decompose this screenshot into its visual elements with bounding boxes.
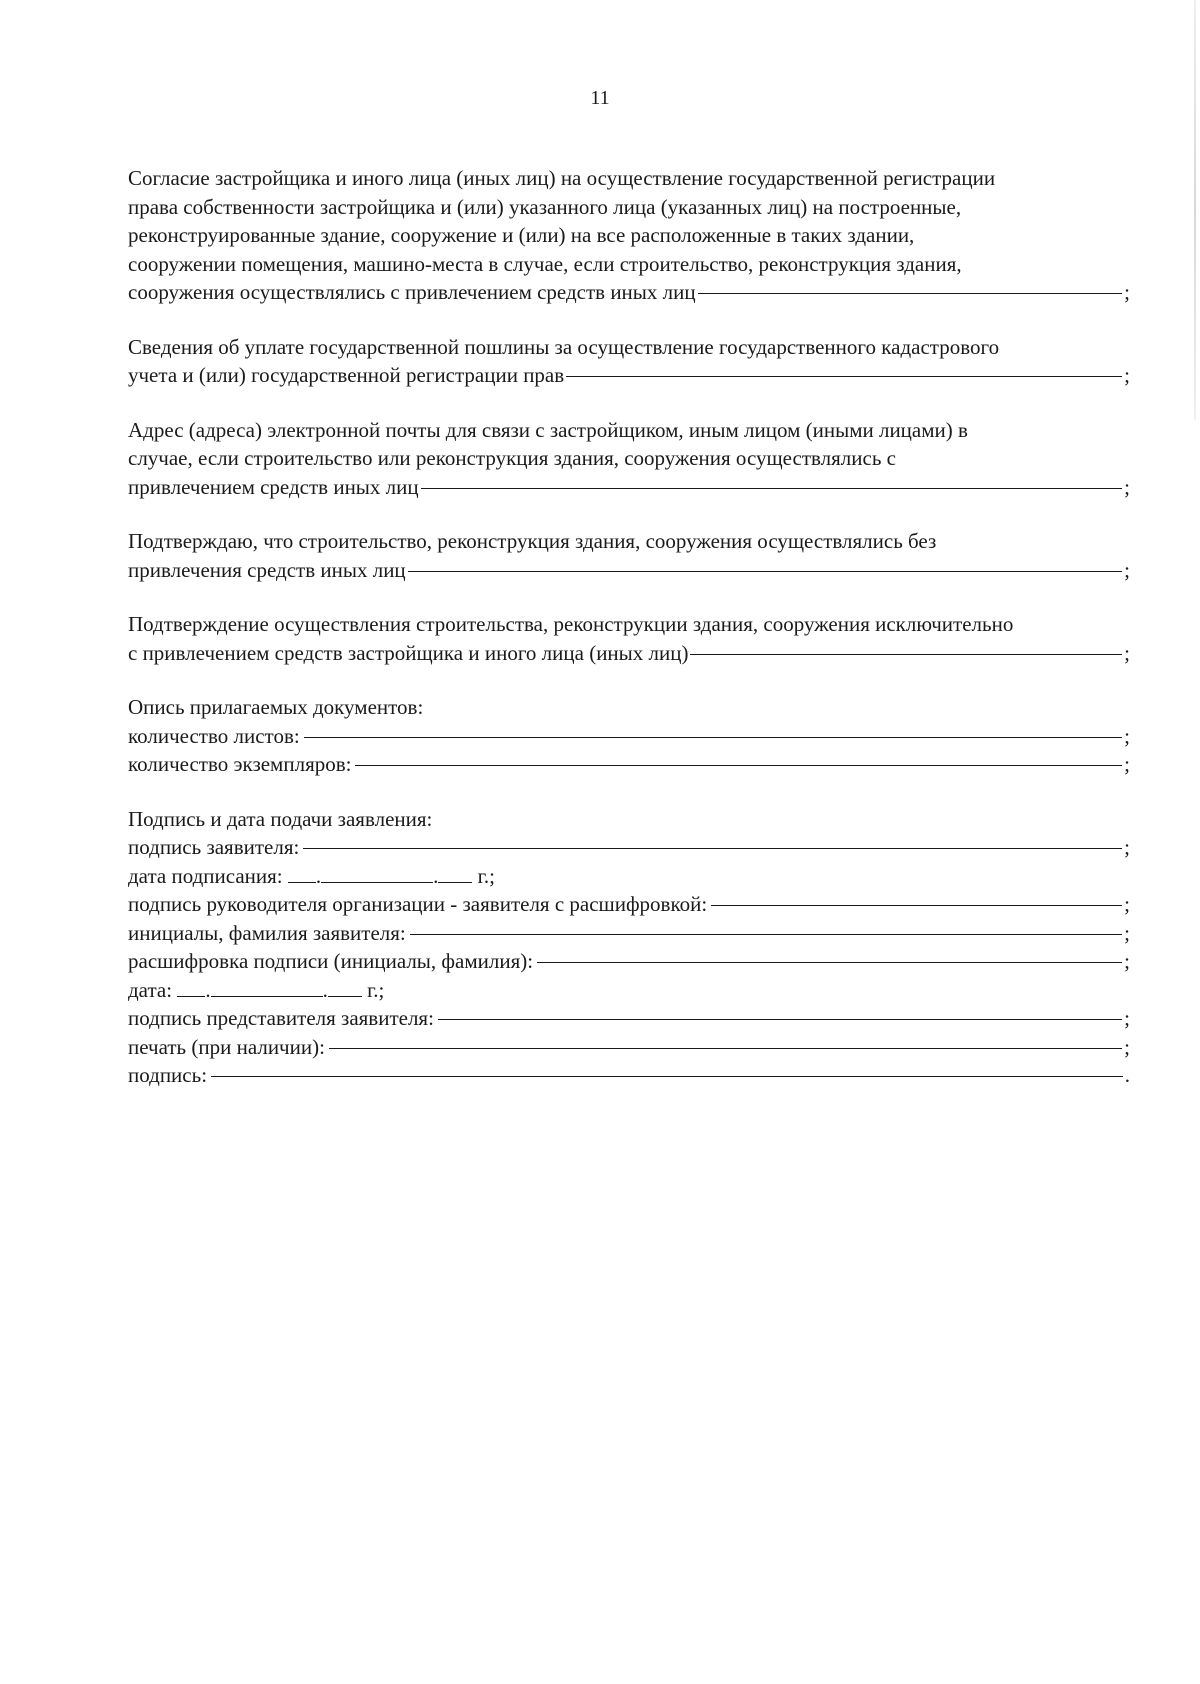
- line-terminator: ;: [1124, 892, 1130, 916]
- signature-decoding-label: расшифровка подписи (инициалы, фамилия):: [128, 949, 534, 973]
- line-terminator: ;: [1124, 640, 1130, 665]
- sheets-count-field[interactable]: [304, 737, 1122, 738]
- page-number: 11: [590, 87, 610, 109]
- signature-heading: Подпись и дата подачи заявления:: [128, 806, 433, 831]
- signature-decoding-line: [128, 947, 1130, 976]
- initials-surname-label: инициалы, фамилия заявителя:: [128, 920, 406, 945]
- line-terminator: ;: [1124, 280, 1130, 304]
- line-terminator: ;: [1124, 1006, 1130, 1030]
- signature-section: [128, 805, 1130, 1090]
- inventory-heading: Опись прилагаемых документов:: [128, 695, 424, 719]
- line-terminator: ;: [1124, 363, 1130, 387]
- paragraph-tail-text: сооружения осуществлялись с привлечением средств иных лиц: [128, 280, 696, 304]
- paragraph-line: реконструированные здание, сооружение и (или) на все расположенные в таких здании,: [128, 223, 915, 247]
- copies-count-label: количество экземпляров:: [128, 752, 352, 776]
- applicant-signature-line: [128, 833, 1130, 862]
- line-terminator: ;: [1124, 1034, 1130, 1059]
- paragraph-line: случае, если строительство или реконструкция здания, сооружения осуществлялись с: [128, 446, 896, 470]
- year-suffix: г.;: [367, 977, 385, 1002]
- org-head-signature-field[interactable]: [711, 905, 1122, 906]
- paragraph-fee: [128, 333, 1130, 390]
- signing-year-field[interactable]: [438, 864, 472, 883]
- final-signature-line: [128, 1061, 1130, 1090]
- year-suffix: г.;: [477, 863, 495, 888]
- year-field[interactable]: [328, 978, 362, 997]
- line-terminator: ;: [1124, 949, 1130, 973]
- sheets-count-label: количество листов:: [128, 723, 300, 748]
- no-third-party-blank-field[interactable]: [408, 571, 1122, 572]
- fee-blank-field[interactable]: [566, 376, 1122, 377]
- paragraph-line: Адрес (адреса) электронной почты для связи с застройщиком, иным лицом (иными лицами) в: [128, 417, 968, 442]
- date-separator: .: [315, 863, 322, 888]
- line-terminator: ;: [1124, 920, 1130, 945]
- inventory-section: [128, 693, 1130, 779]
- sheets-count-line: [128, 722, 1130, 751]
- date-separator: .: [433, 863, 439, 888]
- email-blank-field[interactable]: [421, 488, 1123, 489]
- org-head-signature-line: [128, 890, 1130, 919]
- day-field[interactable]: [177, 978, 205, 997]
- date-label: дата:: [128, 977, 173, 1002]
- paragraph-consent: [128, 164, 1130, 307]
- scan-edge-artifact: [1194, 0, 1196, 420]
- developer-funds-blank-field[interactable]: [690, 654, 1122, 655]
- date-separator: .: [322, 977, 328, 1002]
- line-terminator: ;: [1124, 557, 1130, 582]
- signing-date-label: дата подписания:: [128, 863, 283, 888]
- copies-count-line: [128, 750, 1130, 779]
- date-line: [128, 976, 1130, 1005]
- signing-date-line: [128, 862, 1130, 891]
- developer-funds-fill-line: [128, 639, 1130, 668]
- final-signature-label: подпись:: [128, 1063, 208, 1087]
- signature-decoding-field[interactable]: [537, 962, 1122, 963]
- stamp-line: [128, 1033, 1130, 1062]
- applicant-signature-label: подпись заявителя:: [128, 835, 300, 859]
- representative-signature-field[interactable]: [438, 1019, 1122, 1020]
- initials-surname-line: [128, 919, 1130, 948]
- date-separator: .: [205, 977, 211, 1002]
- line-terminator: ;: [1124, 474, 1130, 499]
- paragraph-no-third-party: [128, 527, 1130, 584]
- stamp-field[interactable]: [329, 1048, 1122, 1049]
- signing-month-field[interactable]: [321, 864, 433, 883]
- paragraph-tail-text: привлечением средств иных лиц: [128, 474, 419, 499]
- consent-blank-field[interactable]: [698, 293, 1123, 294]
- copies-count-field[interactable]: [355, 765, 1122, 766]
- paragraph-tail-text: привлечения средств иных лиц: [128, 557, 406, 582]
- line-terminator: ;: [1124, 835, 1130, 859]
- final-signature-field[interactable]: [211, 1076, 1123, 1077]
- signing-day-field[interactable]: [288, 864, 316, 883]
- paragraph-tail-text: с привлечением средств застройщика и иного лица (иных лиц): [128, 640, 689, 665]
- applicant-signature-field[interactable]: [303, 848, 1122, 849]
- representative-signature-label: подпись представителя заявителя:: [128, 1006, 434, 1030]
- org-head-signature-label: подпись руководителя организации - заявителя с расшифровкой:: [128, 892, 708, 916]
- paragraph-tail-text: учета и (или) государственной регистрации прав: [128, 363, 565, 387]
- paragraph-line: Подтверждаю, что строительство, реконструкция здания, сооружения осуществлялись без: [128, 529, 937, 553]
- paragraph-email: [128, 416, 1130, 502]
- document-body: [128, 164, 1130, 1116]
- paragraph-line: Согласие застройщика и иного лица (иных лиц) на осуществление государственной регистрации: [128, 166, 996, 190]
- representative-signature-line: [128, 1004, 1130, 1033]
- stamp-label: печать (при наличии):: [128, 1034, 325, 1059]
- paragraph-line: сооружении помещения, машино-места в случае, если строительство, реконструкция здания,: [128, 251, 962, 276]
- line-terminator: .: [1124, 1063, 1130, 1087]
- line-terminator: ;: [1124, 723, 1130, 748]
- month-field[interactable]: [211, 978, 323, 997]
- initials-surname-field[interactable]: [410, 934, 1122, 935]
- paragraph-line: Подтверждение осуществления строительства, реконструкции здания, сооружения исключительно: [128, 612, 1014, 636]
- line-terminator: ;: [1124, 752, 1130, 776]
- paragraph-developer-funds: [128, 610, 1130, 667]
- paragraph-line: Сведения об уплате государственной пошлины за осуществление государственного кадастрового: [128, 334, 1000, 359]
- email-fill-line: [128, 473, 1130, 502]
- no-third-party-fill-line: [128, 556, 1130, 585]
- consent-fill-line: [128, 278, 1130, 307]
- paragraph-line: права собственности застройщика и (или) указанного лица (указанных лиц) на построенные,: [128, 194, 962, 219]
- fee-fill-line: [128, 361, 1130, 390]
